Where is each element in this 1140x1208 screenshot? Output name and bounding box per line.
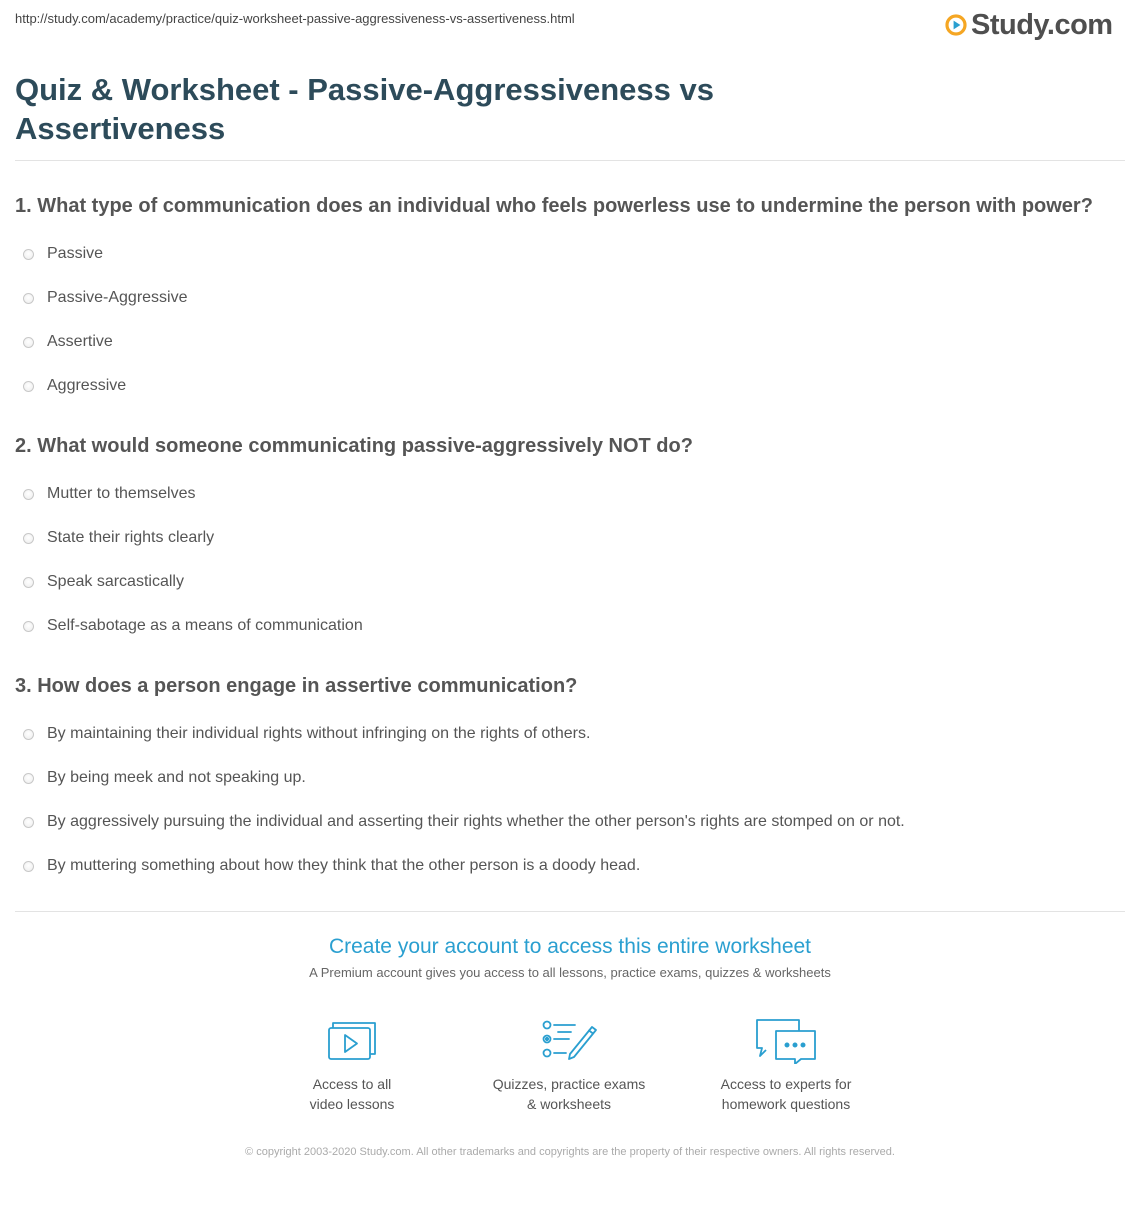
radio-button[interactable] — [23, 533, 34, 544]
answer-option[interactable] — [15, 368, 1135, 412]
answer-option[interactable] — [15, 848, 1135, 892]
radio-button[interactable] — [23, 293, 34, 304]
answer-options — [15, 236, 1135, 412]
answer-option[interactable] — [15, 476, 1135, 520]
answer-option[interactable] — [15, 280, 1135, 324]
radio-button[interactable] — [23, 729, 34, 740]
radio-button[interactable] — [23, 577, 34, 588]
question-3 — [15, 673, 1135, 892]
video-lesson-icon — [320, 1016, 384, 1064]
answer-label: By maintaining their individual rights without infringing on the rights of others. — [47, 725, 591, 742]
question-2 — [15, 433, 1135, 652]
feature-label: Access to all video lessons — [309, 1076, 395, 1112]
answer-label: Speak sarcastically — [47, 573, 184, 590]
question-text: 1. What type of communication does an individual who feels powerless use to undermine the person with power? — [15, 195, 1093, 217]
feature-experts — [676, 1016, 896, 1114]
radio-button[interactable] — [23, 861, 34, 872]
premium-description: A Premium account gives you access to all lessons, practice exams, quizzes & worksheets — [309, 965, 831, 980]
answer-option[interactable] — [15, 716, 1135, 760]
page-url: http://study.com/academy/practice/quiz-worksheet-passive-aggressiveness-vs-assertiveness.html — [15, 11, 575, 26]
answer-option[interactable] — [15, 564, 1135, 608]
answer-label: By aggressively pursuing the individual and asserting their rights whether the other person's rights are stomped on or not. — [47, 813, 905, 830]
radio-button[interactable] — [23, 249, 34, 260]
answer-label: By muttering something about how they think that the other person is a doody head. — [47, 857, 641, 874]
answer-option[interactable] — [15, 520, 1135, 564]
study-logo[interactable] — [945, 8, 1113, 42]
quiz-checklist-icon — [537, 1016, 601, 1064]
radio-button[interactable] — [23, 489, 34, 500]
feature-quizzes — [459, 1016, 679, 1114]
feature-label: Quizzes, practice exams & worksheets — [492, 1076, 646, 1112]
question-1 — [15, 193, 1135, 412]
radio-button[interactable] — [23, 381, 34, 392]
play-logo-icon — [945, 14, 967, 36]
radio-button[interactable] — [23, 621, 34, 632]
question-text: 2. What would someone communicating passive-aggressively NOT do? — [15, 435, 693, 457]
answer-label: By being meek and not speaking up. — [47, 769, 306, 786]
answer-label: Aggressive — [47, 377, 127, 394]
feature-video-lessons — [242, 1016, 462, 1114]
answer-label: Passive-Aggressive — [47, 289, 188, 306]
radio-button[interactable] — [23, 773, 34, 784]
answer-option[interactable] — [15, 608, 1135, 652]
question-text: 3. How does a person engage in assertive communication? — [15, 675, 578, 697]
divider — [15, 911, 1125, 912]
page-title: Quiz & Worksheet - Passive-Aggressiveness vs Assertiveness — [15, 72, 714, 146]
answer-label: State their rights clearly — [47, 529, 215, 546]
answer-options — [15, 716, 1135, 892]
answer-label: Self-sabotage as a means of communication — [47, 617, 363, 634]
logo-text: Study.com — [971, 9, 1113, 41]
answer-options — [15, 476, 1135, 652]
radio-button[interactable] — [23, 337, 34, 348]
answer-option[interactable] — [15, 236, 1135, 280]
divider — [15, 160, 1125, 161]
feature-label: Access to experts for homework questions — [720, 1076, 852, 1112]
answer-label: Mutter to themselves — [47, 485, 196, 502]
answer-option[interactable] — [15, 760, 1135, 804]
copyright-text: © copyright 2003-2020 Study.com. All other trademarks and copyrights are the property of their respective owners. All rights reserved. — [245, 1146, 895, 1158]
answer-label: Passive — [47, 245, 104, 262]
answer-option[interactable] — [15, 324, 1135, 368]
radio-button[interactable] — [23, 817, 34, 828]
create-account-link[interactable]: Create your account to access this entire worksheet — [328, 935, 812, 958]
answer-label: Assertive — [47, 333, 113, 350]
chat-bubbles-icon — [754, 1016, 818, 1064]
answer-option[interactable] — [15, 804, 1135, 848]
